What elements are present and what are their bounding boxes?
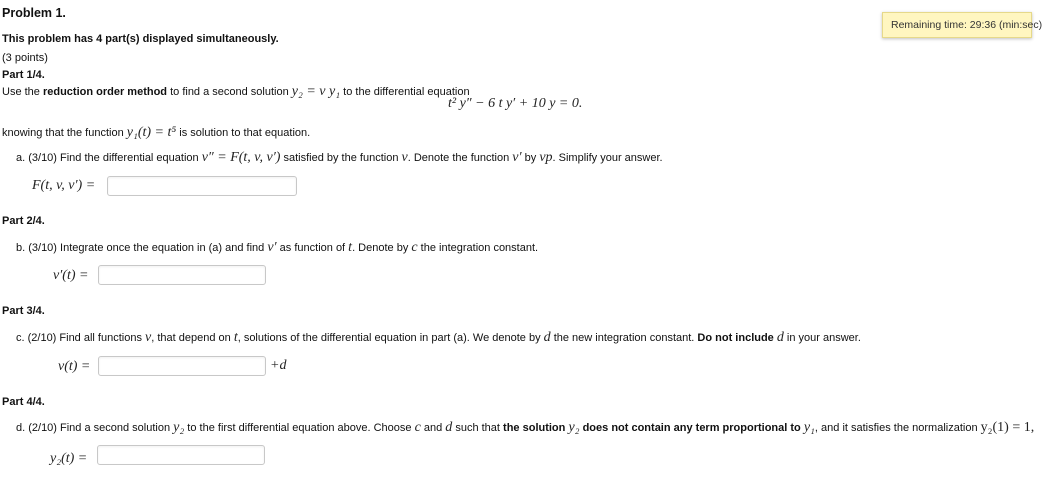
part4-heading: Part 4/4. [2,396,45,408]
question-c-text-4: the new integration constant. [550,332,698,344]
problem-title: Problem 1. [2,6,66,20]
part1-intro-text-1: Use the [2,86,43,98]
part1-intro-text-2: to find a second solution [167,86,292,98]
knowing-text-1: knowing that the function [2,127,127,139]
question-c-math-1: v [145,330,152,345]
points-label: (3 points) [2,52,48,64]
question-c-math-2: t [233,330,238,345]
question-a-text-5: . Simplify your answer. [552,152,663,164]
question-d-text-4: such that [452,422,504,434]
question-d-math-3: d [445,420,453,435]
answer-a-input[interactable] [107,176,297,196]
question-a-math-1: v″ = F(t, v, v′) [201,150,281,165]
question-b-math-3: c [411,240,418,255]
answer-c-label: v(t) = [58,359,91,374]
question-c-text-5: in your answer. [783,332,861,344]
knowing-math-y1: y₁(t) = t⁵ [126,125,177,140]
question-c-text-2: , that depend on [151,332,234,344]
question-c-math-3: d [543,330,551,345]
question-b-math-1: v′ [267,240,277,255]
question-a-text-4: by [521,152,540,164]
knowing-statement [2,125,310,141]
question-a-text-1: a. (3/10) Find the differential equation [16,152,202,164]
differential-equation: t² y″ − 6 t y′ + 10 y = 0. [448,96,583,111]
part1-intro [2,84,470,100]
part1-intro-bold: reduction order method [42,86,168,98]
question-d-math-4: y₂ [568,420,580,435]
answer-c-suffix: +d [270,358,287,373]
question-b [16,240,538,256]
question-d-text-3: and [420,422,446,434]
question-b-text-1: b. (3/10) Integrate once the equation in (a) and find [16,242,268,254]
question-d-bold-2: does not contain any term proportional to [579,422,804,434]
question-d [16,420,1034,436]
knowing-text-2: is solution to that equation. [176,127,311,139]
question-d-math-1: y₂ [173,420,185,435]
question-a-math-2: v [401,150,408,165]
parts-note: This problem has 4 part(s) displayed simultaneously. [2,33,279,45]
question-d-math-5: y₁ [803,420,815,435]
question-b-text-2: as function of [276,242,349,254]
question-d-bold-1: the solution [503,422,569,434]
answer-d-input[interactable] [97,445,265,465]
question-d-text-5: , and it satisfies the normalization [814,422,981,434]
question-c [16,330,861,346]
question-d-text-1: d. (2/10) Find a second solution [16,422,174,434]
answer-a-label: F(t, v, v′) = [32,178,96,193]
question-d-math-2: c [414,420,421,435]
question-c-text-1: c. (2/10) Find all functions [16,332,146,344]
question-a-text-2: satisfied by the function [280,152,402,164]
question-a-math-3: v′ [512,150,522,165]
part2-heading: Part 2/4. [2,215,45,227]
answer-b-input[interactable] [98,265,266,285]
answer-d-label: y₂(t) = [50,451,88,466]
question-b-math-2: t [348,240,353,255]
part1-intro-math-y2: y₂ = v y₁ [291,84,341,99]
question-a [16,150,663,166]
question-d-math-6: y₂(1) = 1, [980,420,1035,435]
question-a-text-3: . Denote the function [407,152,513,164]
answer-b-label: v′(t) = [53,268,89,283]
question-a-math-4: vp [539,150,553,165]
remaining-time-badge: Remaining time: 29:36 (min:sec) [882,12,1032,38]
part1-intro-text-3: to the differential equation [340,86,470,98]
question-c-math-4: d [776,330,784,345]
part3-heading: Part 3/4. [2,305,45,317]
question-c-text-3: , solutions of the differential equation in part (a). We denote by [237,332,544,344]
part1-heading: Part 1/4. [2,69,45,81]
answer-c-input[interactable] [98,356,266,376]
question-b-text-3: . Denote by [352,242,412,254]
question-c-bold: Do not include [697,332,774,344]
question-b-text-4: the integration constant. [417,242,539,254]
question-d-text-2: to the first differential equation above. Choose [184,422,415,434]
